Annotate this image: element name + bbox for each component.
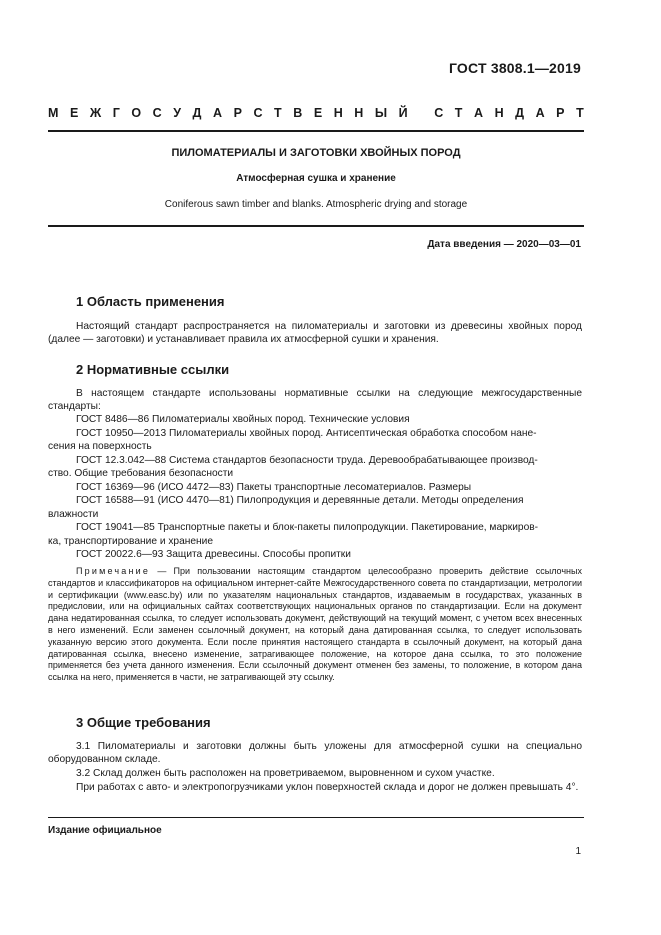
- banner-letter: Ы: [374, 106, 388, 120]
- standard-type-banner: [48, 106, 584, 120]
- banner-letter: О: [131, 106, 142, 120]
- banner-letter: С: [253, 106, 263, 120]
- banner-letter: Н: [333, 106, 343, 120]
- banner-letter: У: [173, 106, 181, 120]
- banner-letter: Р: [233, 106, 242, 120]
- banner-word-gap: [419, 106, 422, 120]
- ref-line: ГОСТ 20022.6—93 Защита древесины. Способы пропитки: [76, 549, 351, 560]
- section-3-paragraph-2: 3.2 Склад должен быть расположен на проветриваемом, выровненном и сухом участке.: [76, 768, 495, 779]
- banner-letter: Н: [494, 106, 504, 120]
- ref-line: ГОСТ 10950—2013 Пиломатериалы хвойных пород. Антисептическая обработка способом нане-: [76, 428, 537, 439]
- note-text: — При пользовании настоящим стандартом целесообразно проверить действие ссылочных стандартов и классификаторов на официальном интернет-сайте Межгосударственного совета по стандартизации, метрологии и сертификации (www.easc.by) или по указателям национальных стандартов, издаваемым в государствах, указанных в предисловии, или на официальных сайтах соответствующих национальных органов по стандартизации. Если на документ дана недатированная ссылка, то следует использовать документ, действующий на текущий момент, с учетом всех внесенных в него изменений. Если заменен ссылочный документ, на который дана датированная ссылка, то следует использовать указанную версию этого документа. Если после принятия настоящего стандарта в ссылочный документ, на который дана датированная ссылка, внесено изменение, затрагивающее положение, на которое дана ссылка, то это положение применяется без учета данного изменения. Если ссылочный документ отменен без замены, то положение, в котором дана ссылка на него, применяется в части, не затрагивающей эту ссылку.: [48, 566, 582, 683]
- footer-rule: [48, 817, 584, 818]
- section-3-heading: 3 Общие требования: [76, 715, 211, 730]
- english-title: Coniferous sawn timber and blanks. Atmospheric drying and storage: [164, 199, 468, 210]
- section-3-paragraph-1: 3.1 Пиломатериалы и заготовки должны быть уложены для атмосферной сушки на специально оборудованном складе.: [48, 741, 582, 766]
- banner-letter: Д: [192, 106, 202, 120]
- banner-letter: С: [434, 106, 444, 120]
- ref-line: ка, транспортирование и хранение: [48, 536, 214, 547]
- ref-line: ГОСТ 12.3.042—88 Система стандартов безопасности труда. Деревообрабатывающее производ-: [76, 455, 538, 466]
- banner-letter: Р: [556, 106, 565, 120]
- banner-letter: Т: [576, 106, 584, 120]
- banner-letter: А: [535, 106, 545, 120]
- ref-line: ГОСТ 19041—85 Транспортные пакеты и блок-пакеты пилопродукции. Пакетирование, маркиров-: [76, 522, 539, 533]
- banner-letter: Й: [398, 106, 408, 120]
- section-1-heading: 1 Область применения: [76, 294, 225, 309]
- introduction-date: Дата введения — 2020—03—01: [427, 239, 581, 250]
- title-rule: [48, 225, 584, 227]
- reference-note: [48, 566, 582, 684]
- banner-letter: Е: [69, 106, 79, 120]
- banner-letter: Т: [274, 106, 282, 120]
- section-1-text: Настоящий стандарт распространяется на пиломатериалы и заготовки из древесины хвойных пород (далее — заготовки) и устанавливает правила их атмосферной сушки и хранения.: [48, 321, 582, 346]
- banner-letter: В: [293, 106, 303, 120]
- banner-letter: Н: [354, 106, 364, 120]
- page-number: 1: [575, 846, 581, 857]
- document-number: ГОСТ 3808.1—2019: [448, 60, 581, 76]
- banner-letter: Ж: [89, 106, 102, 120]
- section-2-intro: В настоящем стандарте использованы нормативные ссылки на следующие межгосударственные стандарты:: [48, 388, 582, 413]
- ref-line: сения на поверхность: [48, 441, 152, 452]
- ref-line: ГОСТ 16369—96 (ИСО 4472—83) Пакеты транспортные лесоматериалов. Размеры: [76, 482, 472, 493]
- ref-line: ГОСТ 8486—86 Пиломатериалы хвойных пород. Технические условия: [76, 414, 410, 425]
- note-label: Примечание: [76, 566, 151, 576]
- document-subtitle: Атмосферная сушка и хранение: [236, 173, 396, 184]
- top-rule: [48, 130, 584, 132]
- ref-line: ство. Общие требования безопасности: [48, 468, 234, 479]
- section-2-heading: 2 Нормативные ссылки: [76, 362, 230, 377]
- banner-letter: Т: [454, 106, 463, 120]
- banner-letter: Е: [313, 106, 323, 120]
- document-title: ПИЛОМАТЕРИАЛЫ И ЗАГОТОВКИ ХВОЙНЫХ ПОРОД: [171, 147, 461, 159]
- official-edition-label: Издание официальное: [48, 825, 162, 836]
- ref-line: ГОСТ 16588—91 (ИСО 4470—81) Пилопродукция и деревянные детали. Методы определения: [76, 495, 524, 506]
- banner-letter: С: [152, 106, 162, 120]
- banner-letter: М: [48, 106, 59, 120]
- banner-letter: А: [213, 106, 223, 120]
- ref-line: влажности: [48, 509, 99, 520]
- section-3-paragraph-3: При работах с авто- и электропогрузчиками уклон поверхностей склада и дорог не должен превышать 4°.: [76, 782, 579, 793]
- banner-letter: Д: [515, 106, 525, 120]
- banner-letter: А: [473, 106, 484, 120]
- banner-letter: Г: [112, 106, 120, 120]
